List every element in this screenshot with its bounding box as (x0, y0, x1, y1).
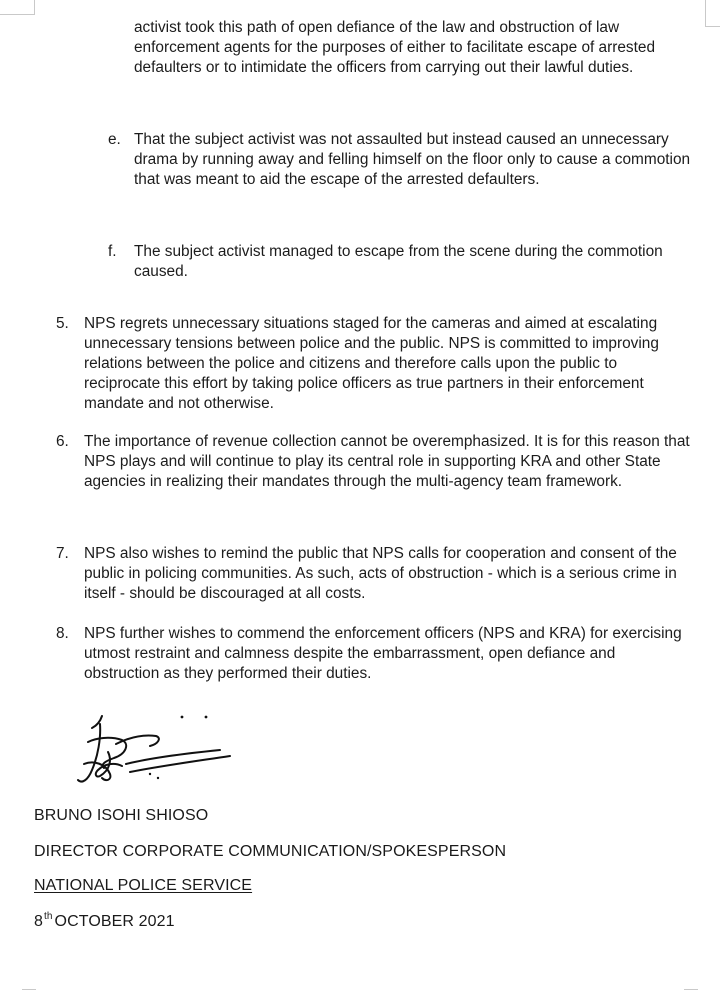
date-month-year: OCTOBER 2021 (54, 913, 175, 930)
subpoint-text: The subject activist managed to escape from the scene during the commotion caused. (134, 243, 663, 280)
subpoint-marker: f. (108, 243, 117, 260)
signatory-name: BRUNO ISOHI SHIOSO (34, 807, 209, 824)
item-number: 6. (56, 433, 69, 450)
date-day: 8 (34, 913, 43, 930)
subpoint-text: That the subject activist was not assaulted but instead caused an unnecessary drama by running away and felling himself on the floor only to cause a commotion that was meant to aid the escape of the arrested defaulters. (134, 131, 691, 188)
item-text: The importance of revenue collection cannot be overemphasized. It is for this reason that NPS plays and will continue to play its central role in supporting KRA and other State agencies in realizing their mandates through the multi-agency team framework. (84, 433, 690, 490)
item-number: 7. (56, 545, 69, 562)
continuation-paragraph: activist took this path of open defiance of the law and obstruction of law enforcement agents for the purposes of either to facilitate escape of arrested defaulters or to intimidate the officers from carrying out their lawful duties. (134, 19, 656, 76)
item-text: NPS also wishes to remind the public that NPS calls for cooperation and consent of the public in policing communities. As such, acts of obstruction - which is a serious crime in itself - should be discouraged at all costs. (84, 545, 677, 602)
signatory-title: DIRECTOR CORPORATE COMMUNICATION/SPOKESPERSON (34, 843, 507, 860)
date-ordinal-suffix: th (44, 911, 53, 922)
crop-mark-bottom-right (684, 989, 698, 995)
crop-mark-bottom-left (22, 989, 36, 995)
organization-name: NATIONAL POLICE SERVICE (34, 877, 253, 894)
handwritten-signature (70, 708, 240, 790)
issue-date (34, 912, 175, 932)
item-text: NPS regrets unnecessary situations staged for the cameras and aimed at escalating unnecessary tensions between police and the public. NPS is committed to improving relations between the police and citizens and therefore calls upon the public to reciprocate this effort by taking police officers as true partners in their enforcement mandate and not otherwise. (84, 315, 659, 412)
item-text: NPS further wishes to commend the enforcement officers (NPS and KRA) for exercising utmost restraint and calmness despite the embarrassment, open defiance and obstruction as they performed their duties. (84, 625, 682, 682)
item-number: 5. (56, 315, 69, 332)
crop-mark-top-right (705, 0, 720, 27)
item-number: 8. (56, 625, 69, 642)
subpoint-marker: e. (108, 131, 121, 148)
crop-mark-top-left (0, 0, 35, 15)
